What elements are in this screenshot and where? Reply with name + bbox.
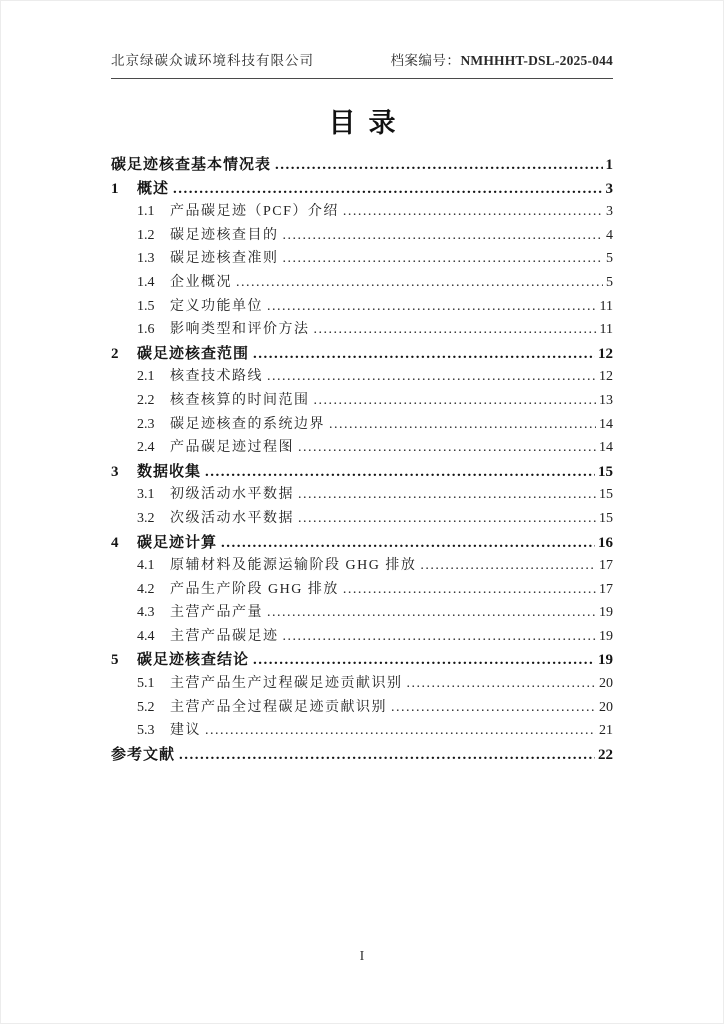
- toc-entry-number: 5.2: [137, 699, 155, 715]
- toc-entry[interactable]: [111, 483, 613, 507]
- toc-entry-text: 碳足迹核查的系统边界: [170, 416, 325, 432]
- toc-entry-page: 19: [599, 628, 613, 644]
- toc-leader-dots: [179, 747, 595, 764]
- toc-entry-page: 20: [599, 699, 613, 715]
- toc-entry-text: 初级活动水平数据: [170, 487, 294, 503]
- toc-leader-dots: [283, 251, 604, 267]
- toc-entry-text: 产品碳足迹（PCF）介绍: [170, 204, 339, 220]
- toc-entry-text: 产品生产阶段 GHG 排放: [170, 581, 339, 597]
- toc-leader-dots: [283, 629, 597, 645]
- toc-entry-page: 13: [599, 392, 613, 408]
- toc-entry[interactable]: [111, 743, 613, 767]
- toc-entry-text: 次级活动水平数据: [170, 510, 294, 526]
- toc-entry-text: 碳足迹计算: [137, 534, 218, 551]
- toc-leader-dots: [253, 346, 595, 363]
- toc-entry-number: 2.1: [137, 369, 155, 385]
- toc-leader-dots: [407, 676, 597, 692]
- toc-entry-text: 参考文献: [111, 746, 176, 763]
- toc-entry[interactable]: [111, 295, 613, 319]
- toc-entry-text: 核查技术路线: [170, 369, 263, 385]
- toc-entry-number: 1.4: [137, 274, 155, 290]
- document-page: [1, 1, 723, 1023]
- toc-leader-dots: [267, 299, 597, 315]
- toc-entry-number: 3: [111, 463, 119, 480]
- toc-entry-number: 1.6: [137, 322, 155, 338]
- toc-entry-page: 5: [606, 274, 613, 290]
- toc-entry-text: 碳足迹核查准则: [170, 251, 279, 267]
- toc-entry-page: 11: [599, 322, 613, 338]
- toc-entry-page: 20: [599, 676, 613, 692]
- toc-entry-number: 2: [111, 345, 119, 362]
- toc-entry-page: 15: [599, 487, 613, 503]
- toc-entry-page: 4: [606, 227, 613, 243]
- toc-entry[interactable]: [111, 601, 613, 625]
- toc-entry-number: 5.3: [137, 723, 155, 739]
- toc-entry-page: 5: [606, 251, 613, 267]
- toc-entry[interactable]: [111, 460, 613, 484]
- toc-leader-dots: [173, 181, 602, 198]
- toc-leader-dots: [267, 605, 596, 621]
- toc-leader-dots: [420, 558, 596, 574]
- toc-list: [111, 153, 613, 766]
- toc-leader-dots: [253, 652, 595, 669]
- toc-entry[interactable]: [111, 200, 613, 224]
- toc-entry-page: 3: [606, 204, 613, 220]
- toc-entry-text: 数据收集: [137, 463, 202, 480]
- toc-leader-dots: [298, 440, 596, 456]
- toc-entry-number: 2.4: [137, 440, 155, 456]
- toc-entry-page: 17: [599, 581, 613, 597]
- toc-entry-text: 定义功能单位: [170, 298, 263, 314]
- toc-entry-number: 2.2: [137, 392, 155, 408]
- file-number: [390, 49, 613, 69]
- toc-entry-number: 1.3: [137, 251, 155, 267]
- toc-entry-page: 12: [599, 369, 613, 385]
- page-number: I: [359, 949, 365, 964]
- toc-entry[interactable]: [111, 531, 613, 555]
- toc-entry[interactable]: [111, 389, 613, 413]
- toc-entry[interactable]: [111, 672, 613, 696]
- toc-entry-text: 主营产品生产过程碳足迹贡献识别: [170, 676, 403, 692]
- toc-leader-dots: [298, 511, 596, 527]
- page-footer: [1, 949, 723, 965]
- toc-entry[interactable]: [111, 507, 613, 531]
- toc-leader-dots: [205, 723, 596, 739]
- toc-entry-page: 16: [598, 534, 613, 551]
- toc-entry-page: 22: [598, 746, 613, 763]
- toc-entry-text: 核查核算的时间范围: [170, 392, 310, 408]
- toc-entry-number: 4.4: [137, 628, 155, 644]
- toc-entry[interactable]: [111, 554, 613, 578]
- toc-entry-page: 11: [599, 298, 613, 314]
- toc-leader-dots: [314, 322, 597, 338]
- toc-entry-number: 1.2: [137, 227, 155, 243]
- toc-entry-page: 15: [599, 510, 613, 526]
- toc-entry[interactable]: [111, 413, 613, 437]
- toc-entry[interactable]: [111, 436, 613, 460]
- toc-entry-page: 15: [598, 463, 613, 480]
- toc-entry-number: 1.5: [137, 298, 155, 314]
- toc-entry[interactable]: [111, 719, 613, 743]
- toc-entry-number: 3.1: [137, 487, 155, 503]
- toc-leader-dots: [221, 535, 595, 552]
- toc-entry-page: 12: [598, 345, 613, 362]
- toc-entry-number: 1: [111, 180, 119, 197]
- toc-entry-page: 3: [605, 180, 613, 197]
- toc-entry-page: 19: [598, 652, 613, 669]
- company-name: 北京绿碳众诚环境科技有限公司: [111, 53, 314, 68]
- toc-entry[interactable]: [111, 318, 613, 342]
- toc-entry-number: 5: [111, 652, 119, 669]
- toc-entry-page: 17: [599, 558, 613, 574]
- toc-entry[interactable]: [111, 247, 613, 271]
- toc-entry-text: 产品碳足迹过程图: [170, 440, 294, 456]
- toc-entry[interactable]: [111, 224, 613, 248]
- toc-entry-text: 企业概况: [170, 274, 232, 290]
- page-header: [111, 49, 613, 79]
- toc-entry-text: 主营产品碳足迹: [170, 628, 279, 644]
- toc-leader-dots: [391, 700, 596, 716]
- toc-entry-text: 碳足迹核查结论: [137, 652, 250, 669]
- toc-entry[interactable]: [111, 365, 613, 389]
- toc-leader-dots: [314, 393, 597, 409]
- toc-entry-number: 4: [111, 534, 119, 551]
- toc-entry-text: 概述: [137, 180, 170, 197]
- toc-entry-text: 碳足迹核查基本情况表: [111, 157, 272, 173]
- toc-entry-text: 主营产品产量: [170, 605, 263, 621]
- toc-entry[interactable]: [111, 271, 613, 295]
- toc-entry-page: 21: [599, 723, 613, 739]
- toc-entry-text: 影响类型和评价方法: [170, 322, 310, 338]
- toc-entry-number: 4.2: [137, 581, 155, 597]
- toc-entry-number: 2.3: [137, 416, 155, 432]
- toc-leader-dots: [267, 369, 596, 385]
- toc-title: 目录: [328, 108, 409, 138]
- toc-leader-dots: [205, 464, 595, 481]
- file-number-value: NMHHHT-DSL-2025-044: [460, 53, 613, 68]
- toc-leader-dots: [298, 487, 596, 503]
- toc-entry-page: 1: [605, 157, 613, 173]
- toc-entry[interactable]: [111, 153, 613, 177]
- toc-entry-text: 原辅材料及能源运输阶段 GHG 排放: [170, 558, 417, 574]
- toc-entry-page: 14: [599, 416, 613, 432]
- toc-leader-dots: [283, 228, 604, 244]
- toc-entry[interactable]: [111, 342, 613, 366]
- file-number-label: 档案编号：: [390, 53, 461, 68]
- toc-entry[interactable]: [111, 696, 613, 720]
- toc-leader-dots: [343, 582, 596, 598]
- toc-entry-text: 主营产品全过程碳足迹贡献识别: [170, 699, 387, 715]
- toc-entry-text: 碳足迹核查目的: [170, 227, 279, 243]
- toc-entry-number: 5.1: [137, 676, 155, 692]
- toc-entry-text: 碳足迹核查范围: [137, 345, 250, 362]
- toc-entry[interactable]: [111, 648, 613, 672]
- toc-leader-dots: [329, 417, 596, 433]
- toc-entry-number: 3.2: [137, 510, 155, 526]
- toc-entry[interactable]: [111, 625, 613, 649]
- toc-entry-number: 4.3: [137, 605, 155, 621]
- toc-entry-page: 19: [599, 605, 613, 621]
- toc-entry[interactable]: [111, 177, 613, 201]
- toc-leader-dots: [343, 204, 603, 220]
- toc-leader-dots: [275, 157, 602, 174]
- toc-entry-number: 4.1: [137, 558, 155, 574]
- toc-entry-text: 建议: [170, 723, 201, 739]
- toc-entry-page: 14: [599, 440, 613, 456]
- toc-entry[interactable]: [111, 578, 613, 602]
- toc-entry-number: 1.1: [137, 204, 155, 220]
- toc-leader-dots: [236, 275, 603, 291]
